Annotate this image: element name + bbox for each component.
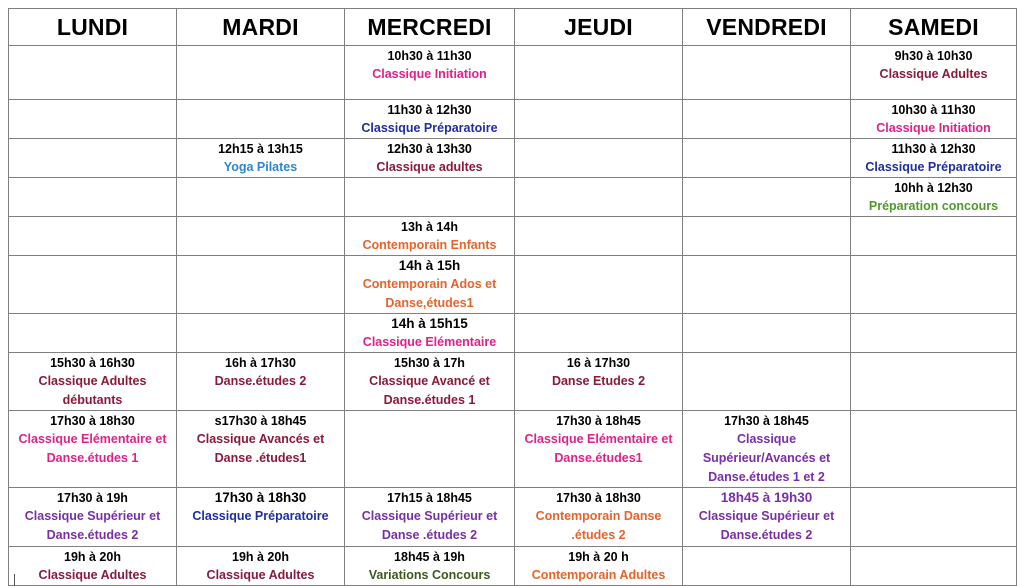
- class-time: 12h30 à 13h30: [387, 142, 472, 156]
- class-name: Classique Supérieur/Avancés et Danse.études 1 et 2: [702, 432, 831, 484]
- class-slot-samedi: [851, 139, 1017, 178]
- weekly-dance-schedule-table: [8, 8, 1017, 586]
- empty-slot-samedi: [851, 314, 1017, 353]
- schedule-row: [9, 256, 1017, 314]
- empty-slot-lundi: [9, 100, 177, 139]
- schedule-row: [9, 217, 1017, 256]
- empty-slot-mardi: [177, 100, 345, 139]
- class-time: 12h15 à 13h15: [218, 142, 303, 156]
- class-time: 11h30 à 12h30: [387, 103, 472, 117]
- schedule-row: [9, 178, 1017, 217]
- day-header-samedi: SAMEDI: [851, 9, 1017, 46]
- class-name: Classique Supérieur et Danse.études 2: [24, 509, 161, 542]
- empty-slot-mercredi: [345, 178, 515, 217]
- class-slot-mardi: [177, 139, 345, 178]
- class-slot-jeudi: [515, 353, 683, 411]
- class-slot-mercredi: [345, 256, 515, 314]
- class-time: s17h30 à 18h45: [214, 414, 307, 428]
- class-slot-mercredi: [345, 547, 515, 586]
- class-name: Danse Etudes 2: [551, 374, 646, 388]
- class-name: Classique Elémentaire et Danse.études 1: [18, 432, 167, 465]
- empty-slot-jeudi: [515, 100, 683, 139]
- empty-slot-samedi: [851, 547, 1017, 586]
- empty-slot-mardi: [177, 178, 345, 217]
- schedule-row: [9, 46, 1017, 100]
- class-time: 16 à 17h30: [566, 356, 631, 370]
- empty-slot-samedi: [851, 353, 1017, 411]
- day-header-row: [9, 9, 1017, 46]
- empty-slot-jeudi: [515, 217, 683, 256]
- class-name: Classique Supérieur et Danse .études 2: [361, 509, 498, 542]
- empty-slot-vendredi: [683, 100, 851, 139]
- empty-slot-lundi: [9, 217, 177, 256]
- schedule-row: [9, 411, 1017, 488]
- class-time: 17h30 à 18h45: [556, 414, 641, 428]
- empty-slot-vendredi: [683, 217, 851, 256]
- class-name: Classique Elémentaire et Danse.études1: [524, 432, 673, 465]
- schedule-row: [9, 139, 1017, 178]
- class-name: Variations Concours: [368, 568, 491, 582]
- class-time: 10h30 à 11h30: [387, 49, 472, 63]
- empty-slot-mardi: [177, 256, 345, 314]
- class-name: Classique Elémentaire: [362, 335, 497, 349]
- empty-slot-lundi: [9, 46, 177, 100]
- class-slot-mercredi: [345, 46, 515, 100]
- class-time: 17h30 à 18h30: [556, 491, 641, 505]
- empty-slot-lundi: [9, 256, 177, 314]
- page-margin-mark: [14, 574, 15, 586]
- empty-slot-vendredi: [683, 256, 851, 314]
- class-name: Classique Adultes débutants: [38, 374, 147, 407]
- class-time: 15h30 à 16h30: [50, 356, 135, 370]
- class-slot-mercredi: [345, 139, 515, 178]
- day-header-mercredi: MERCREDI: [345, 9, 515, 46]
- empty-slot-mercredi: [345, 411, 515, 488]
- class-slot-vendredi: [683, 411, 851, 488]
- class-slot-samedi: [851, 178, 1017, 217]
- class-time: 17h30 à 18h30: [50, 414, 135, 428]
- class-time: 19h à 20 h: [568, 550, 629, 564]
- class-slot-mercredi: [345, 217, 515, 256]
- day-header-jeudi: JEUDI: [515, 9, 683, 46]
- class-name: Classique Adultes: [206, 568, 315, 582]
- empty-slot-mardi: [177, 46, 345, 100]
- class-time: 17h30 à 18h45: [724, 414, 809, 428]
- day-header-mardi: MARDI: [177, 9, 345, 46]
- class-slot-mardi: [177, 547, 345, 586]
- schedule-row: [9, 314, 1017, 353]
- class-slot-jeudi: [515, 488, 683, 547]
- empty-slot-samedi: [851, 411, 1017, 488]
- class-name: Classique Initiation: [876, 121, 991, 135]
- class-slot-mardi: [177, 353, 345, 411]
- class-name: Classique Préparatoire: [192, 509, 329, 523]
- empty-slot-samedi: [851, 217, 1017, 256]
- class-name: Classique Initiation: [372, 67, 487, 81]
- class-time: 19h à 20h: [64, 550, 121, 564]
- class-slot-samedi: [851, 46, 1017, 100]
- class-slot-jeudi: [515, 547, 683, 586]
- empty-slot-vendredi: [683, 314, 851, 353]
- class-time: 18h45 à 19h30: [720, 490, 813, 505]
- class-slot-mercredi: [345, 353, 515, 411]
- empty-slot-vendredi: [683, 178, 851, 217]
- empty-slot-lundi: [9, 139, 177, 178]
- class-name: Contemporain Enfants: [362, 238, 497, 252]
- class-name: Danse.études 2: [214, 374, 307, 388]
- class-time: 16h à 17h30: [225, 356, 296, 370]
- class-name: Classique Préparatoire: [361, 121, 498, 135]
- class-name: Classique Adultes: [38, 568, 147, 582]
- class-slot-lundi: [9, 411, 177, 488]
- class-name: Classique Préparatoire: [865, 160, 1002, 174]
- empty-slot-jeudi: [515, 178, 683, 217]
- class-name: Contemporain Danse .études 2: [535, 509, 662, 542]
- schedule-row: [9, 488, 1017, 547]
- class-time: 17h15 à 18h45: [387, 491, 472, 505]
- empty-slot-samedi: [851, 488, 1017, 547]
- empty-slot-vendredi: [683, 353, 851, 411]
- empty-slot-mardi: [177, 314, 345, 353]
- class-time: 19h à 20h: [232, 550, 289, 564]
- day-header-vendredi: VENDREDI: [683, 9, 851, 46]
- class-name: Classique adultes: [376, 160, 483, 174]
- class-time: 14h à 15h: [398, 258, 461, 273]
- empty-slot-lundi: [9, 178, 177, 217]
- class-slot-mercredi: [345, 100, 515, 139]
- class-slot-lundi: [9, 353, 177, 411]
- class-time: 14h à 15h15: [391, 316, 468, 331]
- class-name: Classique Avancé et Danse.études 1: [369, 374, 490, 407]
- class-time: 11h30 à 12h30: [891, 142, 976, 156]
- class-time: 18h45 à 19h: [394, 550, 465, 564]
- schedule-row: [9, 547, 1017, 586]
- empty-slot-jeudi: [515, 256, 683, 314]
- class-name: Contemporain Adultes: [531, 568, 666, 582]
- class-slot-mercredi: [345, 314, 515, 353]
- schedule-row: [9, 353, 1017, 411]
- schedule-body: [9, 46, 1017, 586]
- empty-slot-jeudi: [515, 139, 683, 178]
- class-time: 9h30 à 10h30: [894, 49, 973, 63]
- class-slot-vendredi: [683, 488, 851, 547]
- class-name: Classique Supérieur et Danse.études 2: [698, 509, 835, 542]
- class-name: Yoga Pilates: [223, 160, 298, 174]
- empty-slot-vendredi: [683, 46, 851, 100]
- class-slot-lundi: [9, 488, 177, 547]
- class-time: 17h30 à 19h: [57, 491, 128, 505]
- class-name: Classique Avancés et Danse .études1: [196, 432, 325, 465]
- class-slot-samedi: [851, 100, 1017, 139]
- empty-slot-jeudi: [515, 46, 683, 100]
- schedule-row: [9, 100, 1017, 139]
- class-slot-mardi: [177, 488, 345, 547]
- class-time: 13h à 14h: [401, 220, 458, 234]
- empty-slot-samedi: [851, 256, 1017, 314]
- class-name: Préparation concours: [868, 199, 999, 213]
- class-name: Contemporain Ados et Danse,études1: [362, 277, 497, 310]
- class-time: 10h30 à 11h30: [891, 103, 976, 117]
- empty-slot-jeudi: [515, 314, 683, 353]
- class-slot-mercredi: [345, 488, 515, 547]
- class-slot-lundi: [9, 547, 177, 586]
- class-time: 15h30 à 17h: [394, 356, 465, 370]
- empty-slot-lundi: [9, 314, 177, 353]
- class-name: Classique Adultes: [879, 67, 988, 81]
- day-header-lundi: LUNDI: [9, 9, 177, 46]
- empty-slot-mardi: [177, 217, 345, 256]
- class-time: 17h30 à 18h30: [214, 490, 307, 505]
- class-slot-mardi: [177, 411, 345, 488]
- empty-slot-vendredi: [683, 139, 851, 178]
- class-slot-jeudi: [515, 411, 683, 488]
- empty-slot-vendredi: [683, 547, 851, 586]
- class-time: 10hh à 12h30: [894, 181, 973, 195]
